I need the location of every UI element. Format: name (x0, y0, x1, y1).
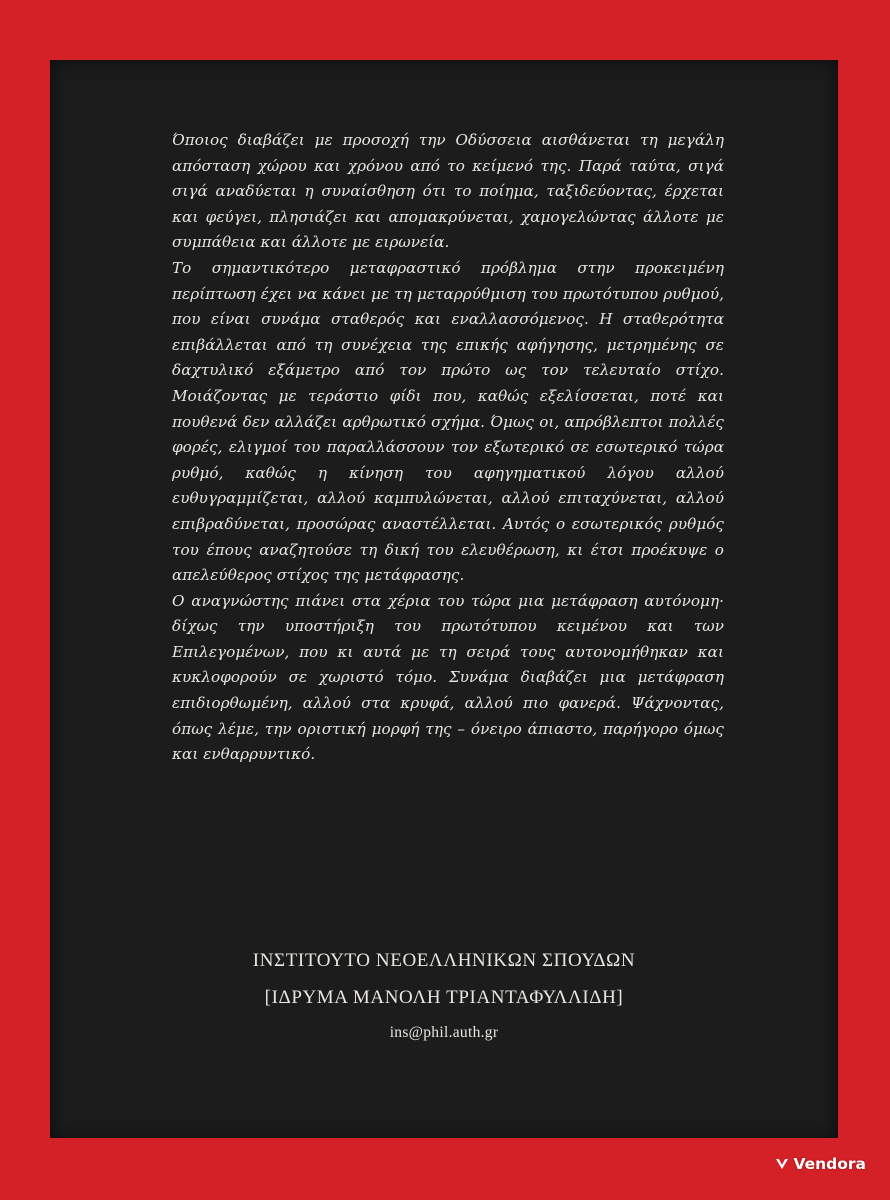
publisher-foundation: [ΙΔΡΥΜΑ ΜΑΝΟΛΗ ΤΡΙΑΝΤΑΦΥΛΛΙΔΗ] (264, 987, 624, 1008)
publisher-name: ΙΝΣΤΙΤΟΥΤΟ ΝΕΟΕΛΛΗΝΙΚΩΝ ΣΠΟΥΔΩΝ (252, 950, 636, 971)
back-cover-blurb (172, 128, 724, 768)
blurb-paragraph-3: Ο αναγνώστης πιάνει στα χέρια του τώρα μια μετάφραση αυτόνομη· δίχως την υποστήριξη του πρωτότυπου κειμένου και των Επιλεγομένων, που κι αυτά με τη σειρά τους αυτονομήθηκαν και κυκλοφορούν σε χωριστό τόμο. Συνάμα διαβάζει μια μετάφραση επιδιορθωμένη, αλλού στα κρυφά, αλλού πιο φανερά. Ψάχνοντας, όπως λέμε, την οριστική μορφή της – όνειρο άπιαστο, παρήγορο όμως και ενθαρρυντικό. (172, 591, 724, 764)
publisher-email: ins@phil.auth.gr (389, 1024, 499, 1041)
vendora-watermark (775, 1152, 866, 1176)
vendora-label: Vendora (793, 1155, 866, 1173)
blurb-paragraph-1: Όποιος διαβάζει με προσοχή την Οδύσσεια αισθάνεται τη μεγάλη απόσταση χώρου και χρόνου από το κείμενό της. Παρά ταύτα, σιγά σιγά αναδύεται η συναίσθηση ότι το ποίημα, ταξιδεύοντας, έρχεται και φεύγει, πλησιάζει και απομακρύνεται, χαμογελώντας άλλοτε με συμπάθεια και άλλοτε με ειρωνεία. (172, 131, 724, 252)
blurb-paragraph-2: Το σημαντικότερο μεταφραστικό πρόβλημα στην προκειμένη περίπτωση έχει να κάνει με τη μεταρρύθμιση του πρωτότυπου ρυθμού, που είναι συνάμα σταθερός και εναλλασσόμενος. Η σταθερότητα επιβάλλεται από τη συνέχεια της επικής αφήγησης, μετρημένης σε δαχτυλικό εξάμετρο από τον πρώτο ως τον τελευταίο στίχο. Μοιάζοντας με τεράστιο φίδι που, καθώς εξελίσσεται, ποτέ και πουθενά δεν αλλάζει αρθρωτικό σχήμα. Όμως οι, απρόβλεπτοι πολλές φορές, ελιγμοί του παραλλάσσουν τον εξωτερικό σε εσωτερικό τώρα ρυθμό, καθώς η κίνηση του αφηγηματικού λόγου αλλού ευθυγραμμίζεται, αλλού καμπυλώνεται, αλλού επιταχύνεται, αλλού επιβραδύνεται, προσώρας αναστέλλεται. Αυτός ο εσωτερικός ρυθμός του έπους αναζητούσε τη δική του ελευθέρωση, κι έτσι προέκυψε ο απελεύθερος στίχος της μετάφρασης. (172, 258, 724, 585)
vendora-v-icon (775, 1157, 789, 1171)
